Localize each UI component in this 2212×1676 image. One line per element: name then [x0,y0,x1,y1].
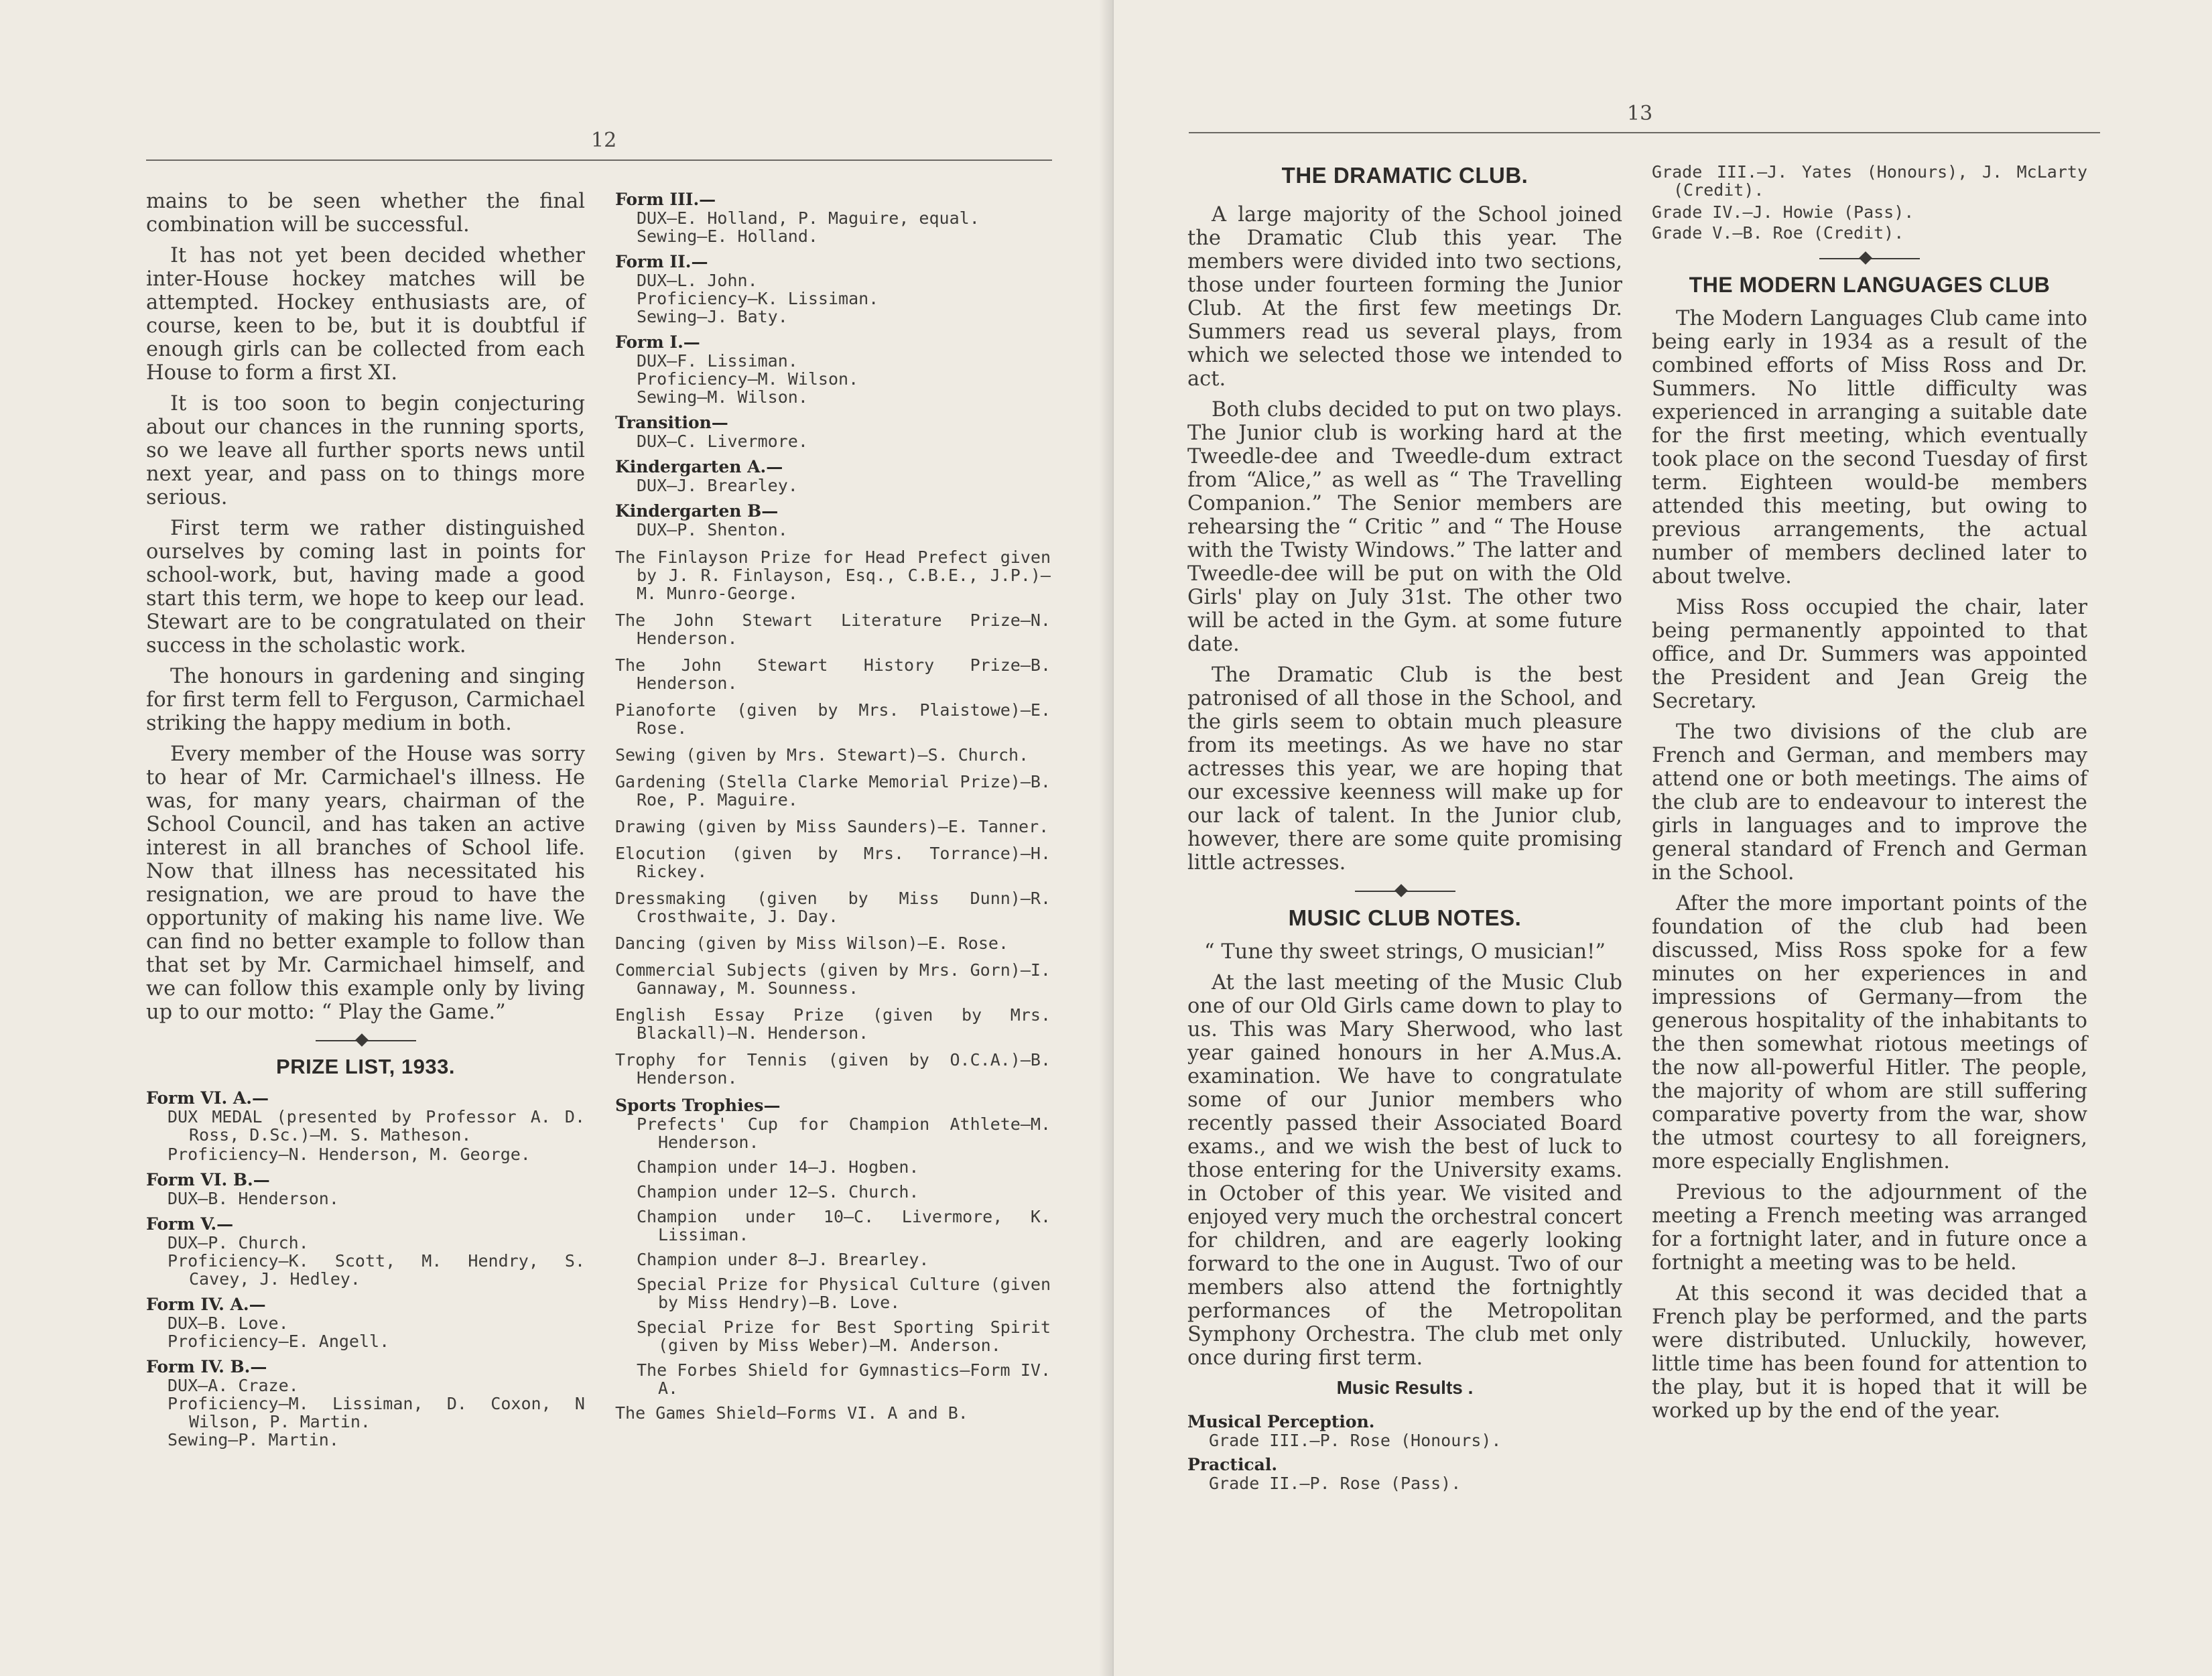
results-group-title: Musical Perception. [1187,1412,1375,1431]
paragraph: After the more important points of the foundation of the club had been discussed, Miss Ross spoke for a few minutes on her experiences in and impressions of Germany—from the generous hospitality of the inhabitants to the then somewhat riotous meetings of the now all-powerful Hitler. The people, the majority of whom are still suffering comparative poverty from the war, show the utmost courtesy to all foreigners, more especially Englishmen. [1652,892,2087,1173]
header-rule [146,159,1052,161]
sports-trophy: Champion under 12—S. Church. [637,1182,919,1202]
special-prize: Drawing (given by Miss Saunders)—E. Tanner. [615,817,1049,836]
prize-line: Sewing—M. Wilson. [637,387,808,407]
prize-line: DUX—E. Holland, P. Maguire, equal. [637,208,980,228]
prize-line: DUX—B. Love. [168,1313,289,1333]
section-divider [1819,254,1920,263]
paragraph: A large majority of the School joined the Dramatic Club this year. The members were divided into two sections, those under fourteen forming the Junior Club. At the first few meetings Dr. Summers read us several plays, from which we selected those we intended to act. [1187,203,1622,391]
prize-line: Proficiency—K. Scott, M. Hendry, S. Cavey, J. Hedley. [168,1251,585,1289]
prize-line: Proficiency—M. Wilson. [637,369,859,389]
form-entry [615,457,1051,495]
paragraph: It is too soon to begin conjecturing about our chances in the running sports, so we leave all further sports news until next year, and pass on to things more serious. [146,392,585,509]
sports-trophy: Special Prize for Physical Culture (given by Miss Hendry)—B. Love. [637,1275,1051,1312]
form-entry [146,1088,585,1163]
form-heading: Kindergarten A.— [615,457,783,476]
music-club-heading: MUSIC CLUB NOTES. [1288,905,1522,930]
sports-trophy: Prefects' Cup for Champion Athlete—M. Henderson. [637,1114,1051,1152]
special-prize: English Essay Prize (given by Mrs. Blackall)—N. Henderson. [615,1005,1051,1043]
form-heading: Kindergarten B— [615,501,779,521]
prize-forms-list [146,1088,585,1449]
form-entry [615,413,1051,450]
paragraph: The Modern Languages Club came into being early in 1934 as a result of the combined efforts of Miss Ross and Dr. Summers. No little difficulty was experienced in arranging a suitable date for the first meeting, which eventually took place on the second Tuesday of first term. Eighteen would-be members attended this meeting, but owing to previous arrangements, the actual number of members declined later to about twelve. [1652,307,2087,588]
header-rule [1189,132,2100,133]
form-entry [615,252,1051,326]
prize-line: DUX—C. Livermore. [637,432,808,451]
special-prize: Pianoforte (given by Mrs. Plaistowe)—E. Rose. [615,700,1051,738]
special-prize: Gardening (Stella Clarke Memorial Prize)—B. Roe, P. Maguire. [615,772,1051,810]
form-heading: Form VI. A.— [146,1088,269,1108]
sports-trophies-heading: Sports Trophies— [615,1096,781,1115]
form-heading: Form III.— [615,190,716,209]
form-entry [146,1214,585,1288]
sports-trophy: Champion under 8—J. Brearley. [637,1250,929,1269]
left-column-1 [146,190,585,1456]
paragraph: Miss Ross occupied the chair, later being permanently appointed to that office, and Dr. Summers was appointed the President and Jean Greig the Secretary. [1652,596,2087,713]
prize-line: DUX—J. Brearley. [637,476,798,495]
result-line: Grade II.—P. Rose (Pass). [1209,1474,1461,1493]
page-number-12: 12 [591,129,617,152]
special-prize: Trophy for Tennis (given by O.C.A.)—B. Henderson. [615,1050,1051,1088]
paragraph: At this second it was decided that a French play be performed, and the parts were distributed. Unluckily, however, little time has been found for attention to the play, but it is hoped that it will be worked up by the end of the year. [1652,1282,2087,1423]
prize-line: DUX—A. Craze. [168,1376,299,1395]
special-prize: Dressmaking (given by Miss Dunn)—R. Crosthwaite, J. Day. [615,889,1051,926]
sports-trophy: Champion under 14—J. Hogben. [637,1157,919,1177]
section-divider [316,1036,416,1045]
special-prize: Elocution (given by Mrs. Torrance)—H. Rickey. [615,844,1051,881]
result-line: Grade V.—B. Roe (Credit). [1652,223,1904,243]
prize-line: DUX MEDAL (presented by Professor A. D. Ross, D.Sc.)—M. S. Matheson. [168,1107,585,1145]
form-entry [615,501,1051,539]
special-prize: The Finlayson Prize for Head Prefect given by J. R. Finlayson, Esq., C.B.E., J.P.)—M. Munro-George. [615,547,1051,603]
special-prize: The John Stewart Literature Prize—N. Henderson. [615,610,1051,648]
paragraph: mains to be seen whether the final combination will be successful. [146,190,585,237]
sports-trophy: Special Prize for Best Sporting Spirit (given by Miss Weber)—M. Anderson. [637,1317,1051,1355]
form-heading: Form IV. A.— [146,1295,266,1314]
prize-line: DUX—P. Church. [168,1233,309,1252]
right-column-1 [1187,163,1622,1492]
sports-trophy: The Games Shield—Forms VI. A and B. [615,1403,968,1423]
results-group-title: Practical. [1187,1455,1278,1474]
paragraph: At the last meeting of the Music Club one of our Old Girls came down to play to us. This was Mary Sherwood, who last year gained honours in her A.Mus.A. examination. We have to congratulate some of our Junior members who recently passed their Associated Board exams., and we wish the best of luck to those entering for the University exams. in October of this year. We visited and enjoyed very much the orchestral concert for children, and are eagerly looking forward to the one in August. Two of our members also attend the fortnightly performances of the Metropolitan Symphony Orchestra. The club met only once during first term. [1187,971,1622,1370]
modern-languages-heading: THE MODERN LANGUAGES CLUB [1689,273,2051,297]
form-heading: Form IV. B.— [146,1357,267,1376]
form-heading: Form VI. B.— [146,1170,270,1189]
music-quote: “ Tune thy sweet strings, O musician!” [1204,940,1606,964]
prize-line: Proficiency—E. Angell. [168,1332,390,1351]
result-line: Grade IV.—J. Howie (Pass). [1652,202,1914,222]
paragraph: Previous to the adjournment of the meeting a French meeting was arranged for a fortnight later, and in future once a fortnight a meeting was to be held. [1652,1181,2087,1275]
music-results-continued [1652,163,2087,242]
form-heading: Transition— [615,413,728,432]
form-heading: Form I.— [615,332,700,352]
special-prize: The John Stewart History Prize—B. Henderson. [615,655,1051,693]
result-line: Grade III.—J. Yates (Honours), J. McLarty (Credit). [1652,162,2087,200]
paragraph: The Dramatic Club is the best patronised of all those in the School, and the girls seem to obtain much pleasure from its meetings. As we have no star actresses this year, we are hoping that our excessive keenness will make up for our lack of talent. In the Junior club, however, there are some quite promising little actresses. [1187,663,1622,875]
paragraph: First term we rather distinguished ourselves by coming last in points for school-work, but, having made a good start this term, we hope to keep our lead. Stewart are to be congratulated on their success in the scholastic work. [146,517,585,657]
prize-line: Proficiency—K. Lissiman. [637,289,879,308]
prize-line: Sewing—J. Baty. [637,307,788,326]
prize-line: Proficiency—M. Lissiman, D. Coxon, N Wilson, P. Martin. [168,1394,585,1431]
prize-line: DUX—P. Shenton. [637,520,788,539]
paragraph: Every member of the House was sorry to hear of Mr. Carmichael's illness. He was, for many years, chairman of the School Council, and has taken an active interest in all branches of School life. Now that illness has necessitated his resignation, we are proud to have the opportunity of making his name live. We can find no better example to follow than that set by Mr. Carmichael himself, and we can follow this example only by living up to our motto: “ Play the Game.” [146,743,585,1024]
form-heading: Form II.— [615,252,708,271]
prize-line: DUX—B. Henderson. [168,1189,339,1208]
form-entry [146,1357,585,1449]
form-heading: Form V.— [146,1214,234,1234]
prize-list-heading: PRIZE LIST, 1933. [276,1055,455,1078]
right-column-2 [1652,163,2087,1430]
section-divider [1355,887,1455,896]
form-entry [615,332,1051,406]
page-number-13: 13 [1627,102,1653,125]
special-prize: Commercial Subjects (given by Mrs. Gorn)—I. Gannaway, M. Sounness. [615,960,1051,998]
prize-line: DUX—F. Lissiman. [637,351,798,371]
music-results-heading: Music Results . [1336,1377,1474,1398]
dramatic-club-heading: THE DRAMATIC CLUB. [1281,163,1528,188]
music-results [1187,1412,1622,1492]
prize-line: DUX—L. John. [637,271,758,290]
result-line: Grade III.—P. Rose (Honours). [1209,1431,1502,1450]
prize-line: Sewing—P. Martin. [168,1430,339,1449]
prize-line: Proficiency—N. Henderson, M. George. [168,1145,531,1164]
paragraph: The honours in gardening and singing for first term fell to Ferguson, Carmichael striking the happy medium in both. [146,665,585,735]
paragraph: It has not yet been decided whether inter-House hockey matches will be attempted. Hockey enthusiasts are, of course, keen to be, but it is doubtful if enough girls can be collected from each House to form a first XI. [146,244,585,385]
paragraph: The two divisions of the club are French and German, and members may attend one or both meetings. The aims of the club are to endeavour to interest the girls in languages and to improve the general standard of French and German in the School. [1652,720,2087,885]
left-column-2 [615,190,1051,1422]
prize-line: Sewing—E. Holland. [637,227,818,246]
special-prize: Dancing (given by Miss Wilson)—E. Rose. [615,933,1009,953]
form-entry [146,1295,585,1350]
sports-trophy: The Forbes Shield for Gymnastics—Form IV. A. [637,1360,1051,1398]
form-entry [146,1170,585,1208]
sports-trophy: Champion under 10—C. Livermore, K. Lissiman. [637,1207,1051,1244]
paragraph: Both clubs decided to put on two plays. The Junior club is working hard at the Tweedle-dee and Tweedle-dum extract from “Alice,” as well as “ The Travelling Companion.” The Senior members are rehearsing the “ Critic ” and “ The House with the Twisty Windows.” The latter and Tweedle-dee will be put on with the Old Girls' play on July 31st. The other two will be acted in the Gym. at some future date. [1187,398,1622,656]
special-prize: Sewing (given by Mrs. Stewart)—S. Church. [615,745,1029,765]
form-entry [615,190,1051,245]
